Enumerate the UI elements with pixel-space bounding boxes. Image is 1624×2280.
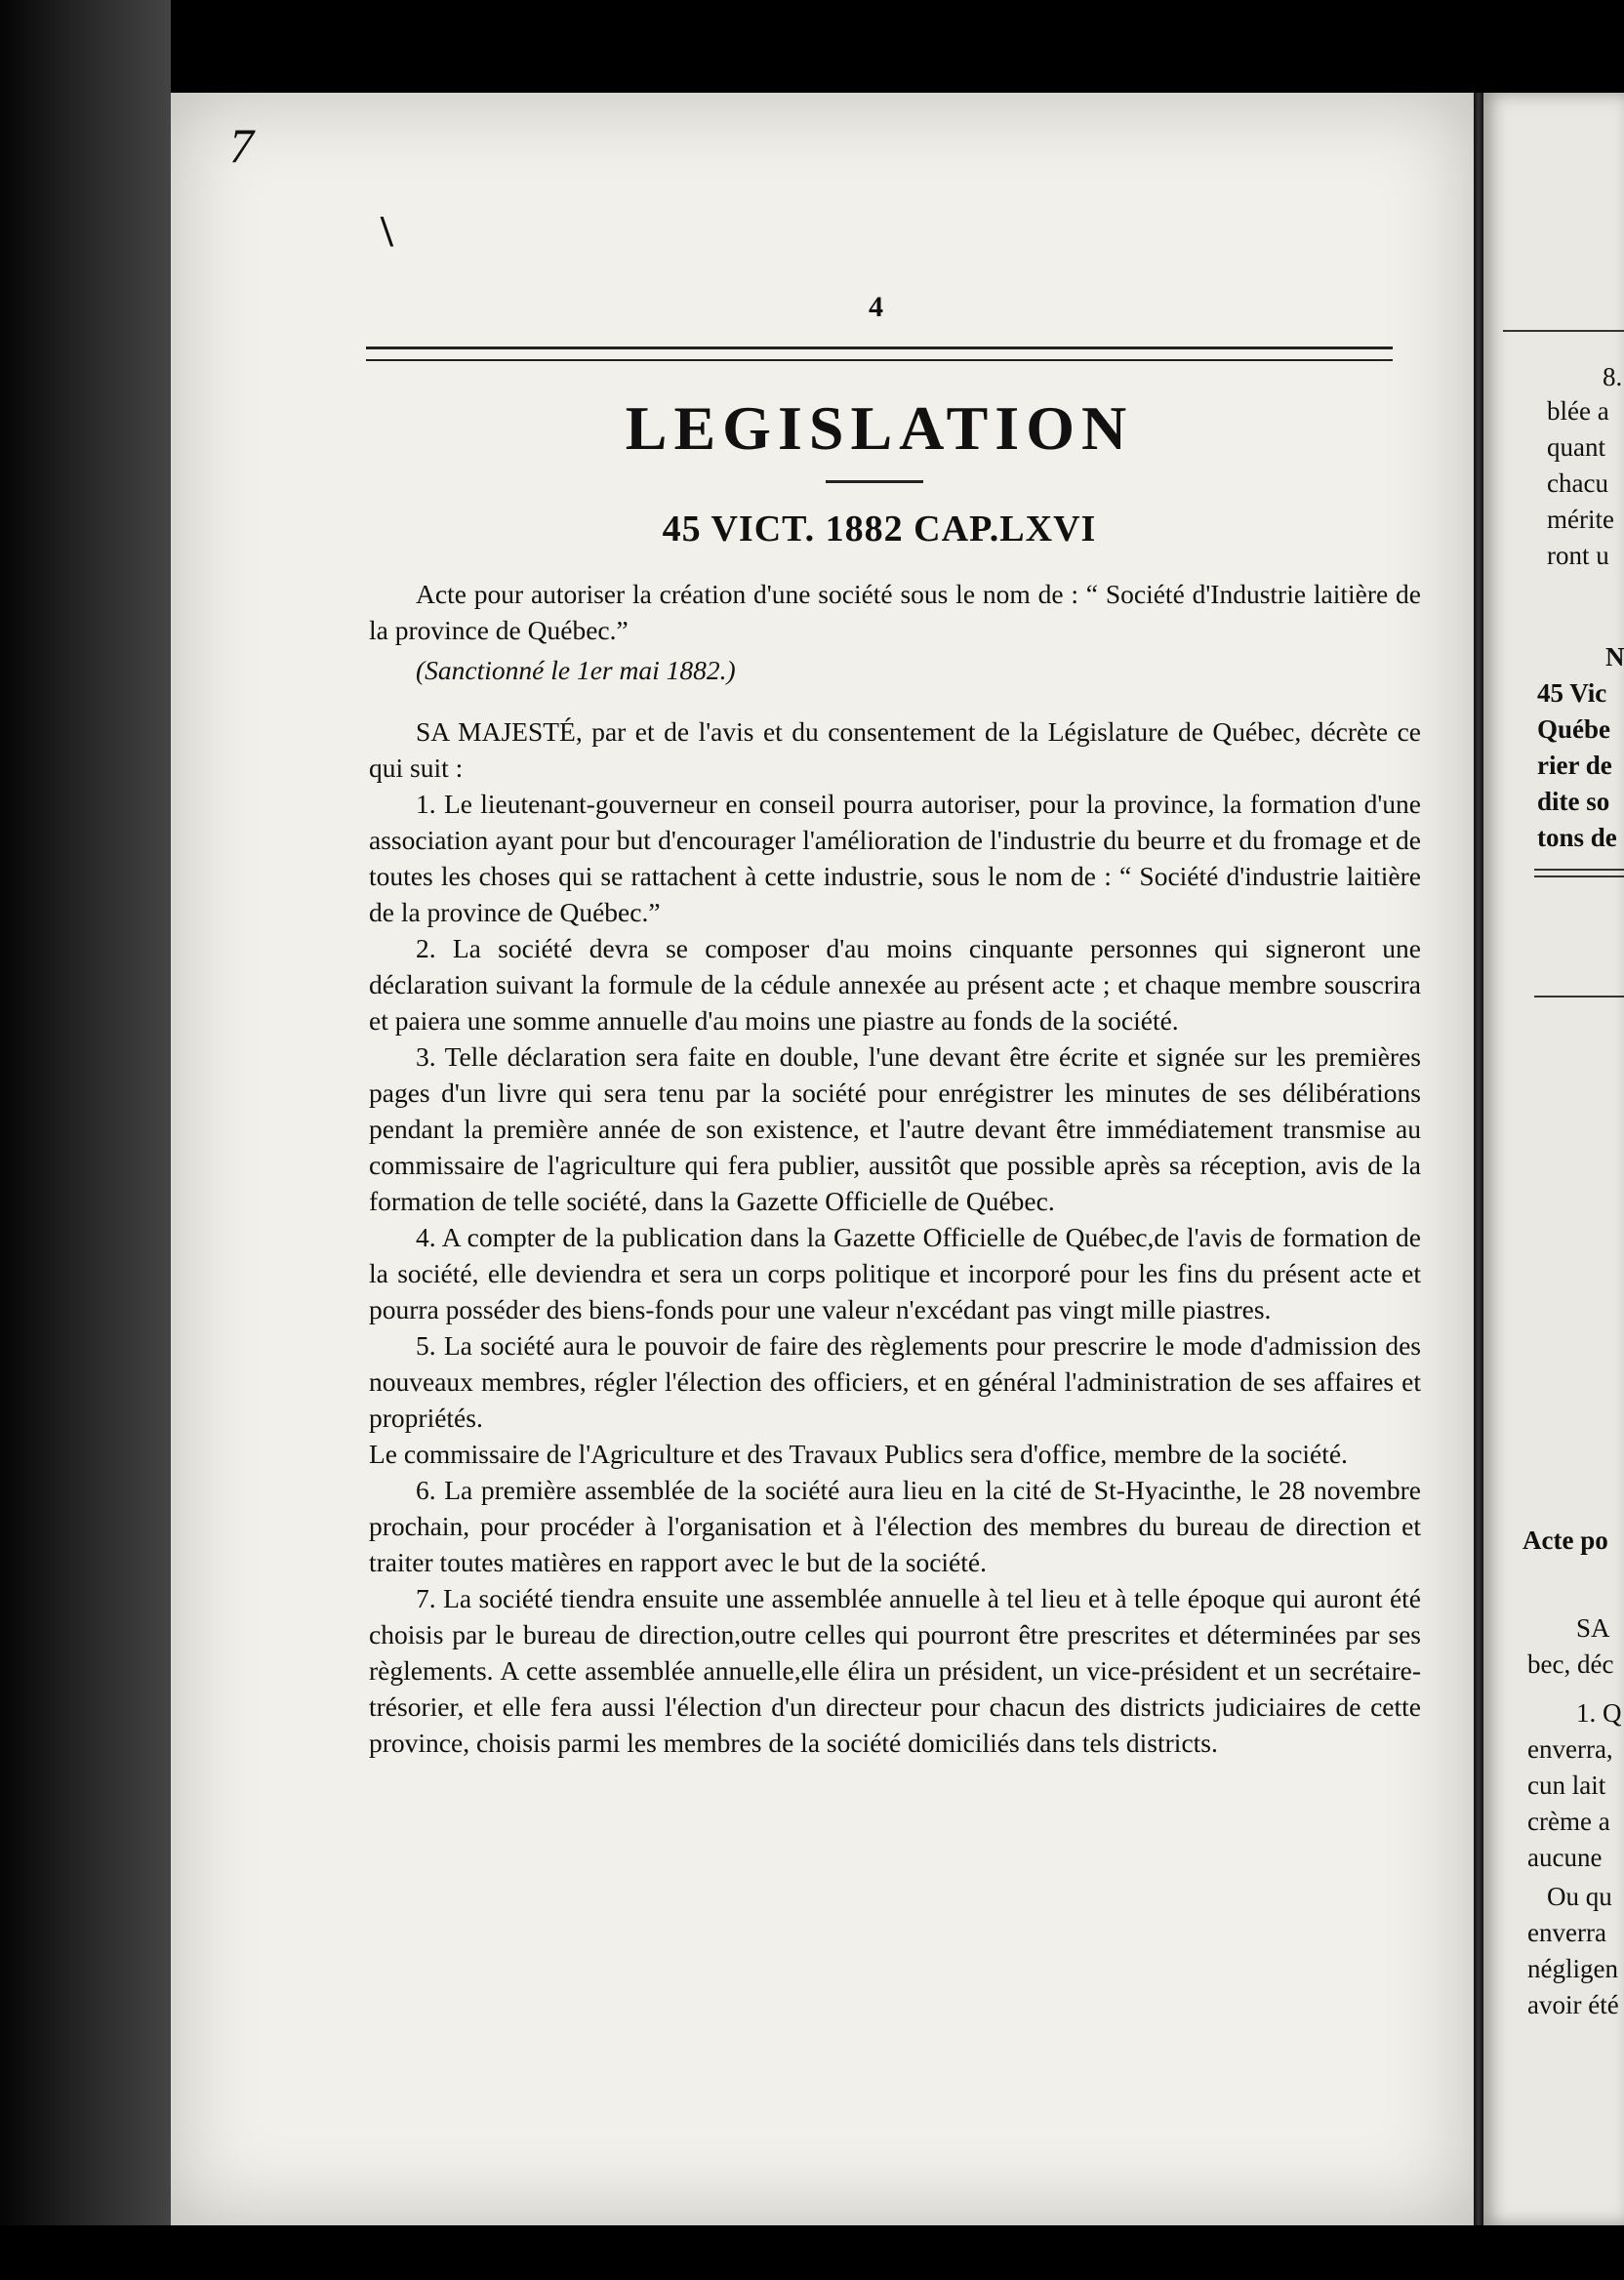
section-7: 7. La société tiendra ensuite une assemblée annuelle à tel lieu et à telle époque qui auront été choisis par le bureau de direction,outre celles qui pourront être prescrites et déterminées par ses règlements. A cette assemblée annuelle,elle élira un président, un vice-président et un secrétaire-trésorier, et elle fera aussi l'élection d'un directeur pour chacun des districts judiciaires de cette province, choisis parmi les membres de la société domiciliés dans tels districts. [369, 1583, 1421, 1758]
title-rule [826, 480, 923, 483]
sanction-date: (Sanctionné le 1er mai 1882.) [416, 655, 736, 685]
adjacent-text: mérite [1547, 505, 1614, 534]
adjacent-text: négligen [1527, 1954, 1618, 1983]
header-rule [366, 346, 1393, 361]
section-4: 4. A compter de la publication dans la Gazette Officielle de Québec,de l'avis de formation de la société, elle deviendra et sera un corps politique et incorporé pour les fins du présent acte et pourra posséder des biens-fonds pour une valeur n'excédant pas vingt mille piastres. [369, 1222, 1421, 1324]
scan-border-top [0, 0, 1624, 93]
adjacent-page-edge [1483, 93, 1624, 2225]
section-3: 3. Telle déclaration sera faite en double, l'une devant être écrite et signée sur les premières pages d'un livre qui sera tenu par la société pour enrégistrer les minutes de ses délibérations pendant la première année de son existence, et l'autre devant être immédiatement transmise au commissaire de l'agriculture qui fera publier, aussitôt que possible après sa réception, avis de la formation de telle société, dans la Gazette Officielle de Québec. [369, 1041, 1421, 1216]
adjacent-text: crème a [1527, 1807, 1610, 1836]
page-title: LEGISLATION [625, 393, 1134, 463]
adjacent-text: 8. [1603, 362, 1623, 391]
adjacent-text: Québe [1537, 714, 1611, 744]
adjacent-rule [1503, 330, 1624, 332]
section-1: 1. Le lieutenant-gouverneur en conseil pourra autoriser, pour la province, la formation d'une association ayant pour but d'encourager l'amélioration de l'industrie du beurre et du fromage et de toutes les choses qui se rattachent à cette industrie, sous le nom de : “ Société d'industrie laitière de la province de Québec.” [369, 789, 1421, 927]
adjacent-text: tons de [1537, 823, 1617, 852]
adjacent-text: rier de [1537, 751, 1612, 780]
adjacent-rule [1534, 869, 1624, 871]
adjacent-text: aucune [1527, 1843, 1603, 1872]
handwritten-mark: 7 [229, 118, 254, 173]
adjacent-text: N [1605, 642, 1624, 672]
adjacent-text: avoir été [1527, 1990, 1619, 2019]
chapter-heading: 45 VICT. 1882 CAP.LXVI [662, 509, 1097, 550]
adjacent-text: Ou qu [1547, 1882, 1612, 1911]
section-5: 5. La société aura le pouvoir de faire des règlements pour prescrire le mode d'admission des nouveaux membres, régler l'élection des officiers, et en général l'administration de ses affaires et propriétés. [369, 1330, 1421, 1433]
adjacent-text: ront u [1547, 541, 1609, 570]
adjacent-text: quant [1547, 432, 1605, 462]
adjacent-rule [1534, 996, 1624, 998]
adjacent-rule [1534, 875, 1624, 877]
act-text [369, 576, 1421, 1761]
adjacent-text: chacu [1547, 468, 1608, 498]
adjacent-text: blée a [1547, 396, 1609, 426]
adjacent-text: 45 Vic [1537, 678, 1607, 708]
adjacent-text: Acte po [1522, 1526, 1608, 1555]
adjacent-text: dite so [1537, 787, 1610, 816]
adjacent-text: enverra [1527, 1918, 1606, 1947]
section-6: 6. La première assemblée de la société aura lieu en la cité de St-Hyacinthe, le 28 novembre prochain, pour procéder à l'organisation et à l'élection des membres du bureau de direction et traiter toutes matières en rapport avec le but de la société. [369, 1475, 1421, 1577]
page-gutter [1474, 93, 1483, 2225]
adjacent-text: 1. Q [1576, 1698, 1622, 1728]
section-5-addendum: Le commissaire de l'Agriculture et des Travaux Publics sera d'office, membre de la société. [369, 1439, 1348, 1469]
adjacent-text: SA [1576, 1613, 1610, 1643]
stray-mark: \ [381, 206, 393, 256]
scan-border-left [0, 0, 171, 2280]
enactment-clause: SA MAJESTÉ, par et de l'avis et du consentement de la Législature de Québec, décrète ce qui suit : [369, 716, 1421, 783]
adjacent-text: cun lait [1527, 1771, 1606, 1800]
page-number: 4 [869, 291, 883, 323]
section-2: 2. La société devra se composer d'au moins cinquante personnes qui signeront une déclaration suivant la formule de la cédule annexée au présent acte ; et chaque membre souscrira et paiera une somme annuelle d'au moins une piastre au fonds de la société. [369, 933, 1421, 1036]
adjacent-text: bec, déc [1527, 1649, 1614, 1679]
adjacent-text: enverra, [1527, 1734, 1613, 1764]
act-preamble: Acte pour autoriser la création d'une société sous le nom de : “ Société d'Industrie laitière de la province de Québec.” [369, 579, 1421, 645]
scan-border-bottom [0, 2225, 1624, 2280]
